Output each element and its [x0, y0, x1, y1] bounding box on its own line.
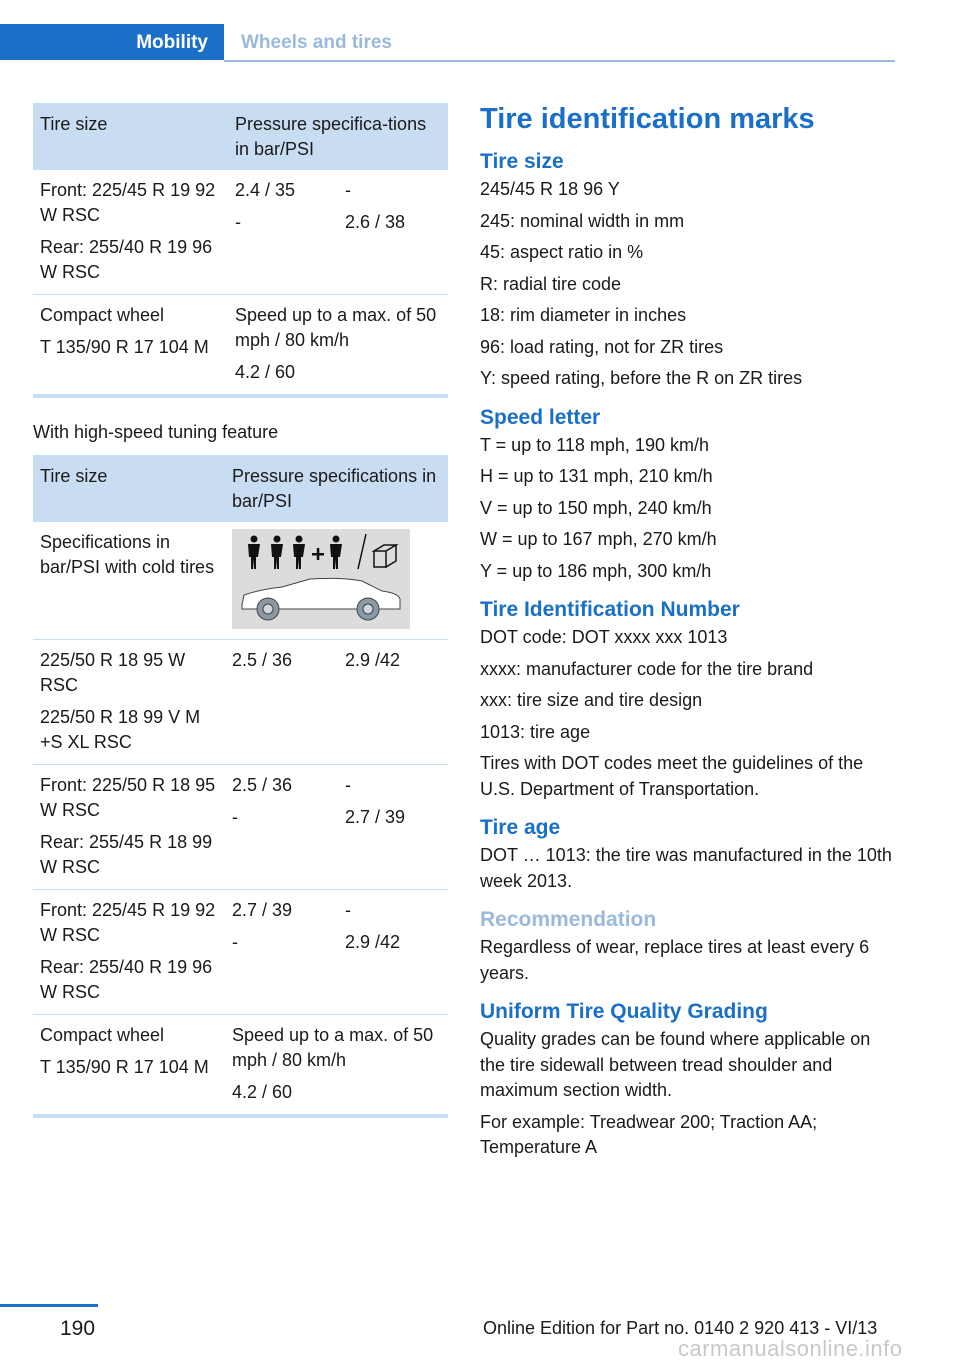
section-tab-mobility[interactable]: Mobility	[0, 24, 224, 60]
footer-rule	[0, 1304, 98, 1307]
spec-row-label: Specifications in bar/PSI with cold tires	[33, 522, 225, 640]
section-heading-tin: Tire Identification Number	[480, 598, 740, 621]
body-line: DOT code: DOT xxxx xxx 1013	[480, 627, 728, 647]
body-line: R: radial tire code	[480, 273, 622, 294]
tire-size-value: T 135/90 R 17 104 M	[40, 337, 209, 357]
speed-limit-note: Speed up to a max. of 50 mph / 80 km/h	[235, 305, 437, 350]
table-row	[33, 522, 448, 640]
body-line: xxxx: manufacturer code for the tire brand	[480, 658, 814, 679]
table-header-tire-size: Tire size	[33, 455, 225, 522]
table-row	[33, 1015, 448, 1117]
section-tab-wheels-and-tires[interactable]: Wheels and tires	[241, 32, 392, 53]
pressure-value: 4.2 / 60	[232, 1082, 293, 1102]
persons-and-luggage-car-icon	[232, 529, 410, 629]
table-header-pressure: Pressure specifications in bar/PSI	[225, 455, 448, 522]
pressure-value: 2.5 / 36	[232, 775, 293, 795]
body-line: Quality grades can be found where applicable on the tire sidewall between tread shoulder and maximum section width.	[480, 1029, 871, 1100]
pressure-value: 2.4 / 35	[235, 180, 296, 200]
table-row	[33, 170, 448, 295]
body-line: 245: nominal width in mm	[480, 210, 685, 231]
tire-size-rear: Rear: 255/40 R 19 96 W RSC	[40, 237, 213, 282]
pressure-value: 2.5 / 36	[232, 650, 293, 670]
right-column	[480, 100, 895, 1161]
speed-limit-note: Speed up to a max. of 50 mph / 80 km/h	[232, 1025, 434, 1070]
page-header	[0, 24, 895, 62]
page-title: Tire identification marks	[480, 103, 815, 135]
body-line: 96: load rating, not for ZR tires	[480, 336, 724, 357]
tire-size-rear: Rear: 255/40 R 19 96 W RSC	[40, 957, 213, 1002]
pressure-value: -	[345, 775, 351, 795]
pressure-value: 2.9 /42	[345, 650, 401, 670]
tire-size-label: Compact wheel	[40, 305, 165, 325]
table-header-tire-size: Tire size	[33, 103, 228, 170]
table-row	[33, 640, 448, 765]
table-caption: With high-speed tuning feature	[33, 422, 279, 442]
edition-note: Online Edition for Part no. 0140 2 920 413 - VI/13	[483, 1318, 878, 1338]
pressure-value: 4.2 / 60	[235, 362, 296, 382]
pressure-value: -	[232, 932, 238, 952]
body-line: Y = up to 186 mph, 300 km/h	[480, 560, 712, 581]
header-rule	[224, 60, 895, 62]
body-line: W = up to 167 mph, 270 km/h	[480, 529, 717, 549]
tire-size-rear: Rear: 255/45 R 18 99 W RSC	[40, 832, 213, 877]
body-line: Tires with DOT codes meet the guidelines of the U.S. Department of Transportation.	[480, 753, 864, 799]
pressure-value: -	[345, 180, 351, 200]
pressure-table-standard	[33, 103, 448, 398]
section-heading-recommendation: Recommendation	[480, 908, 657, 931]
table-row	[33, 890, 448, 1015]
body-line: For example: Treadwear 200; Traction AA; Temperature A	[480, 1111, 818, 1157]
pressure-value: 2.9 /42	[345, 932, 401, 952]
body-line: DOT … 1013: the tire was manufactured in the 10th week 2013.	[480, 845, 892, 891]
page-number: 190	[60, 1317, 96, 1340]
watermark: carmanualsonline.info	[678, 1336, 903, 1361]
pressure-value: 2.7 / 39	[345, 807, 406, 827]
pressure-value: 2.7 / 39	[232, 900, 293, 920]
tire-size-label: Compact wheel	[40, 1025, 165, 1045]
body-line: xxx: tire size and tire design	[480, 690, 703, 710]
table-row	[33, 765, 448, 890]
section-heading-utqg: Uniform Tire Quality Grading	[480, 1000, 768, 1023]
pressure-value: -	[345, 900, 351, 920]
tire-size-front: Front: 225/50 R 18 95 W RSC	[40, 775, 216, 820]
section-heading-speed-letter: Speed letter	[480, 405, 601, 429]
pressure-value: 2.6 / 38	[345, 212, 406, 232]
tire-size-value: 225/50 R 18 99 V M +S XL RSC	[40, 707, 201, 752]
body-line: 45: aspect ratio in %	[480, 242, 644, 262]
body-line: Y: speed rating, before the R on ZR tires	[480, 368, 803, 388]
tire-size-value: T 135/90 R 17 104 M	[40, 1057, 209, 1077]
table-row	[33, 295, 448, 397]
body-line: 245/45 R 18 96 Y	[480, 179, 620, 199]
left-column	[33, 103, 448, 1118]
body-line: 1013: tire age	[480, 721, 591, 742]
body-line: 18: rim diameter in inches	[480, 305, 687, 325]
body-line: H = up to 131 mph, 210 km/h	[480, 466, 713, 486]
pressure-value: -	[235, 212, 241, 232]
body-line: V = up to 150 mph, 240 km/h	[480, 497, 712, 518]
pressure-value: -	[232, 807, 238, 827]
tire-size-front: Front: 225/45 R 19 92 W RSC	[40, 900, 216, 945]
body-line: T = up to 118 mph, 190 km/h	[480, 434, 709, 455]
table-header-pressure: Pressure specifica-tions in bar/PSI	[228, 103, 448, 170]
tire-size-value: 225/50 R 18 95 W RSC	[40, 650, 186, 695]
section-heading-tire-size: Tire size	[480, 150, 564, 173]
tire-size-front: Front: 225/45 R 19 92 W RSC	[40, 180, 216, 225]
pressure-table-high-speed	[33, 455, 448, 1118]
body-line: Regardless of wear, replace tires at least every 6 years.	[480, 937, 870, 983]
section-heading-tire-age: Tire age	[480, 816, 561, 839]
